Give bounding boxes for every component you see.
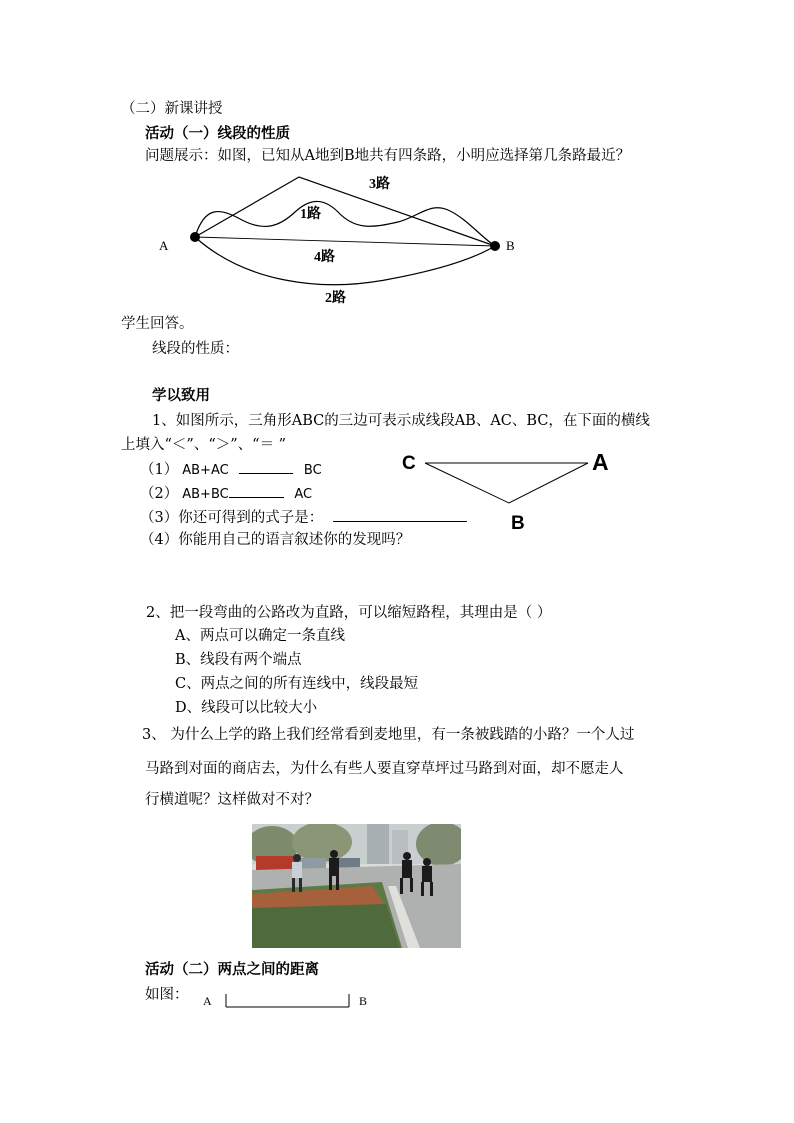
point-a-dot: [190, 232, 200, 242]
q2-option-a[interactable]: A、两点可以确定一条直线: [175, 628, 345, 644]
triangle-label-a: A: [592, 449, 609, 475]
route1-curve: [195, 201, 495, 246]
q1-item2-left: AB+BC: [182, 487, 229, 502]
student-answer: 学生回答。: [121, 316, 194, 332]
q2-option-c[interactable]: C、两点之间的所有连线中，线段最短: [175, 676, 419, 692]
section-heading: （二）新课讲授: [121, 101, 223, 117]
activity2-title: 活动（二）两点之间的距离: [145, 961, 319, 978]
segment-label-b: B: [359, 994, 368, 1008]
route3-label: 3路: [369, 177, 390, 192]
segment-property-label: 线段的性质：: [152, 341, 239, 357]
q1-item4: （4）你能用自己的语言叙述你的发现吗？: [140, 532, 411, 548]
q1-item1: [140, 459, 322, 481]
q1-item1-number: （1）: [140, 462, 179, 478]
q3-line2: 马路到对面的商店去，为什么有些人要直穿草坪过马路到对面，却不愿走人: [145, 761, 624, 777]
q3-line3: 行横道呢？这样做对不对？: [145, 792, 319, 808]
q1-line2: 上填入“＜”、“＞”、“＝ ”: [121, 437, 287, 453]
photo-illustration: [252, 824, 461, 948]
q1-item1-left: AB+AC: [182, 463, 229, 478]
route2-curve: [195, 237, 495, 285]
q2-option-b[interactable]: B、线段有两个端点: [175, 652, 302, 668]
activity2-figure-intro: 如图：: [145, 987, 189, 1003]
practice-title: 学以致用: [152, 387, 210, 404]
route4-segment: [195, 237, 495, 246]
q2-option-d[interactable]: D、线段可以比较大小: [175, 700, 318, 716]
q1-item2-blank[interactable]: [229, 483, 284, 498]
route1-label: 1路: [300, 207, 321, 222]
route4-label: 4路: [314, 250, 335, 265]
point-a-label: A: [159, 238, 169, 253]
segment-label-a: A: [203, 994, 212, 1008]
q3-line1: 3、 为什么上学的路上我们经常看到麦地里，有一条被践踏的小路？一个人过: [142, 727, 635, 743]
people-crossing-lawn-photo: [252, 824, 461, 948]
triangle-abc-diagram: [395, 447, 620, 537]
q1-line1: 1、如图所示，三角形ABC的三边可表示成线段AB、AC、BC，在下面的横线: [152, 413, 650, 429]
q2-stem: 2、把一段弯曲的公路改为直路，可以缩短路程，其理由是（ ）: [146, 605, 552, 621]
q1-item2-number: （2）: [140, 486, 179, 502]
q1-item2: [140, 483, 312, 505]
route2-label: 2路: [325, 291, 346, 306]
q1-item1-blank[interactable]: [239, 459, 293, 474]
triangle-label-b: B: [511, 513, 525, 534]
activity1-title: 活动（一）线段的性质: [145, 125, 290, 142]
q1-item1-right: BC: [303, 463, 322, 478]
triangle-sides: [425, 463, 588, 503]
four-routes-diagram: [150, 170, 530, 310]
q1-item3-text: （3）你还可得到的式子是：: [140, 510, 324, 526]
point-b-dot: [490, 241, 500, 251]
segment-ab-diagram: [198, 990, 378, 1012]
point-b-label: B: [506, 238, 515, 253]
activity1-question: 问题展示：如图，已知从A地到B地共有四条路，小明应选择第几条路最近？: [145, 148, 631, 164]
triangle-label-c: C: [402, 453, 416, 474]
q1-item2-right: AC: [294, 487, 313, 502]
